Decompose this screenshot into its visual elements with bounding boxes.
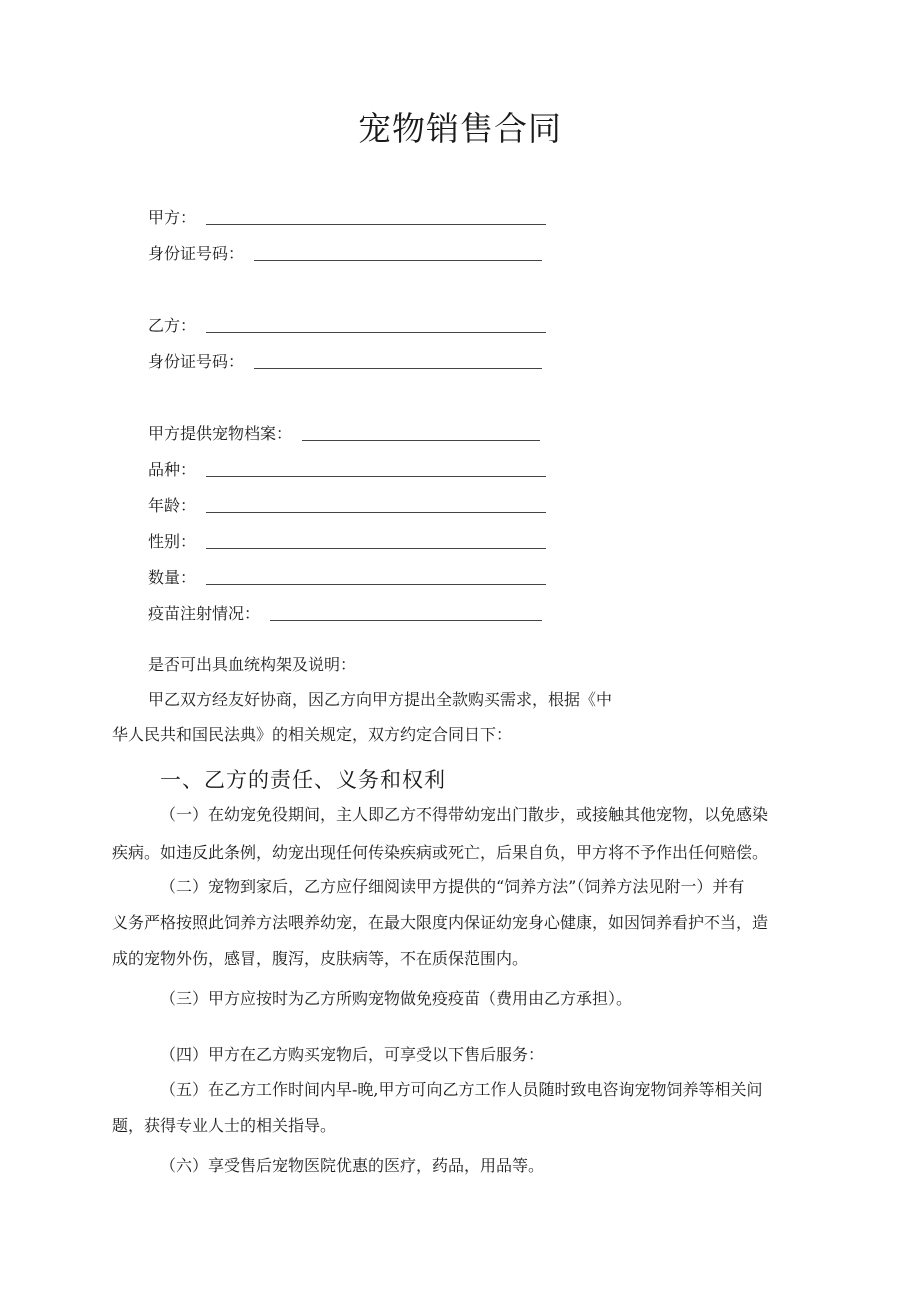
party-a-id-field <box>148 239 542 265</box>
sex-field <box>148 527 546 553</box>
sex-blank <box>206 547 546 549</box>
pet-record-field <box>148 419 540 445</box>
clause-2-line-3: 成的宠物外伤，感冒，腹泻，皮肤病等，不在质保范围内。 <box>112 949 529 968</box>
pet-record-blank <box>302 439 540 441</box>
age-blank <box>206 511 546 513</box>
pet-record-label: 甲方提供宠物档案： <box>148 424 293 443</box>
party-b-id-label: 身份证号码： <box>148 352 245 371</box>
party-a-blank <box>206 223 546 225</box>
clause-2-line-2: 义务严格按照此饲养方法喂养幼宠，在最大限度内保证幼宠身心健康，如因饲养看护不当，造 <box>112 913 769 932</box>
quantity-label: 数量： <box>148 568 197 587</box>
party-a-label: 甲方： <box>148 208 197 227</box>
clause-1-line-2: 疾病。如违反此条例，幼宠出现任何传染疾病或死亡，后果自负，甲方将不予作出任何赔偿。 <box>112 843 769 862</box>
age-label: 年龄： <box>148 496 197 515</box>
clause-1-line-1: （一）在幼宠免役期间，主人即乙方不得带幼宠出门散步，或接触其他宠物，以免感染 <box>160 805 769 824</box>
intro-line-2: 华人民共和国民法典》的相关规定，双方约定合同日下： <box>112 725 513 744</box>
breed-label: 品种： <box>148 460 197 479</box>
quantity-field <box>148 563 546 589</box>
party-b-id-blank <box>254 367 542 369</box>
party-a-field <box>148 203 546 229</box>
party-b-field <box>148 311 546 337</box>
age-field <box>148 491 546 517</box>
party-a-id-label: 身份证号码： <box>148 244 245 263</box>
pedigree-text: 是否可出具血统构架及说明： <box>148 655 357 674</box>
clause-3: （三）甲方应按时为乙方所购宠物做免疫疫苗（费用由乙方承担）。 <box>160 989 633 1008</box>
clause-2-line-1: （二）宠物到家后，乙方应仔细阅读甲方提供的“饲养方法”（饲养方法见附一）并有 <box>160 877 745 896</box>
party-a-id-blank <box>254 259 542 261</box>
breed-blank <box>206 475 546 477</box>
breed-field <box>148 455 546 481</box>
clause-4: （四）甲方在乙方购买宠物后，可享受以下售后服务： <box>160 1045 545 1064</box>
clause-5-line-2: 题，获得专业人士的相关指导。 <box>112 1116 337 1135</box>
party-b-label: 乙方： <box>148 316 197 335</box>
vaccine-blank <box>270 619 542 621</box>
quantity-blank <box>206 583 546 585</box>
sex-label: 性别： <box>148 532 197 551</box>
intro-line-1: 甲乙双方经友好协商，因乙方向甲方提出全款购买需求，根据《中 <box>148 690 613 709</box>
section-1-heading: 一、乙方的责任、义务和权利 <box>160 768 446 792</box>
document-title: 宠物销售合同 <box>358 109 562 148</box>
clause-6: （六）享受售后宠物医院优惠的医疗，药品，用品等。 <box>160 1156 545 1175</box>
clause-5-line-1: （五）在乙方工作时间内早-晚,甲方可向乙方工作人员随时致电咨询宠物饲养等相关问 <box>160 1080 763 1099</box>
party-b-blank <box>206 331 546 333</box>
vaccine-label: 疫苗注射情况： <box>148 604 261 623</box>
vaccine-field <box>148 599 542 625</box>
party-b-id-field <box>148 347 542 373</box>
